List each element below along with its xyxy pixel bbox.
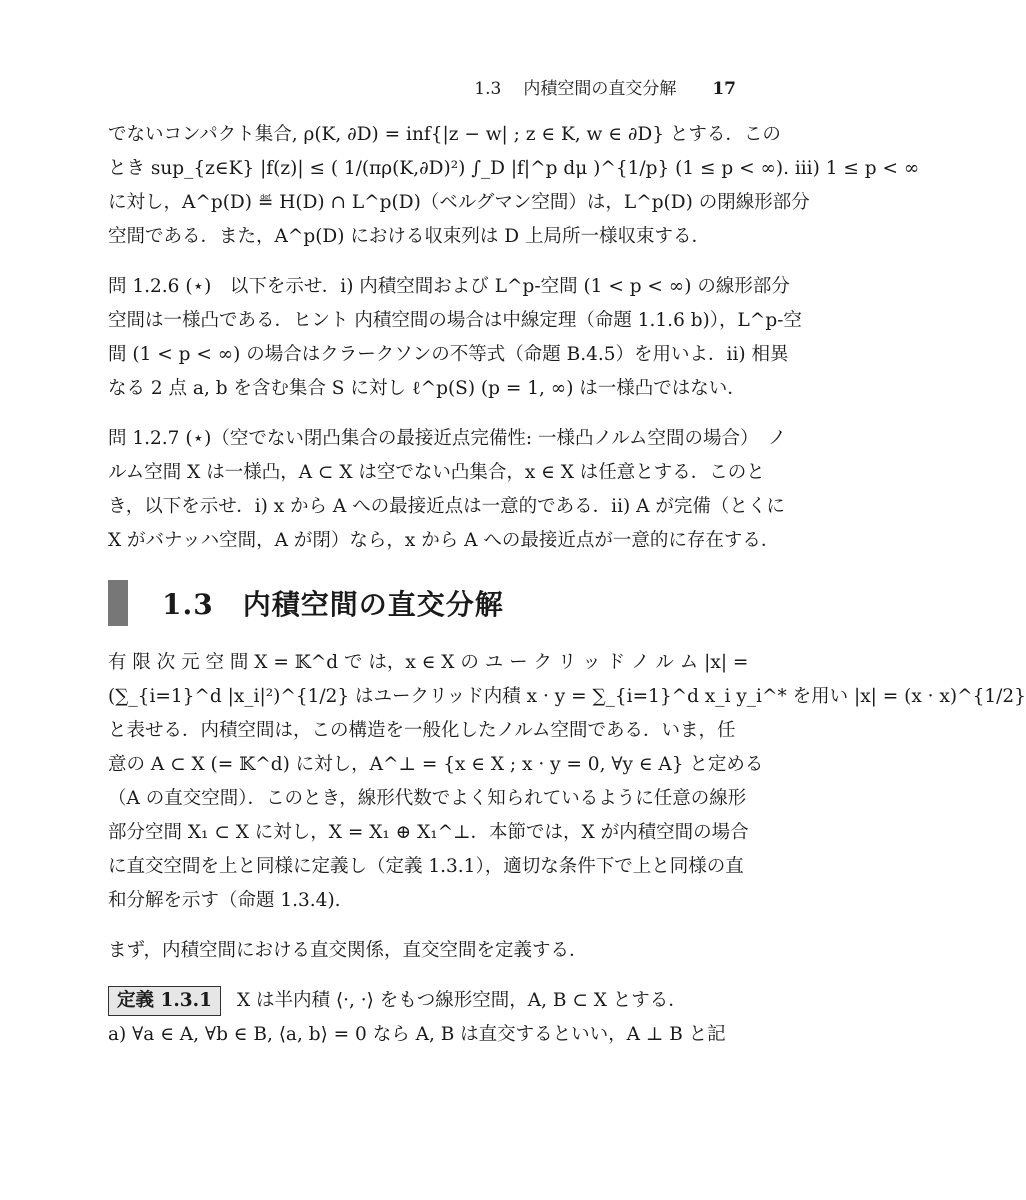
section-title: 1.3 内積空間の直交分解 [162, 588, 504, 621]
text-line: なる 2 点 a, b を含む集合 S に対し ℓ^p(S) (p = 1, ∞) は一様凸ではない． [108, 378, 746, 399]
text-line: に対し，A^p(D) ≝ H(D) ∩ L^p(D)（ベルグマン空間）は，L^p(D) の閉線形部分 [108, 192, 810, 213]
section-body [108, 646, 1026, 1052]
definition-line [108, 984, 740, 1018]
text-line: でないコンパクト集合, ρ(K, ∂D) = inf{|z − w| ; z ∈ K, w ∈ ∂D} とする．この [108, 124, 781, 145]
text-line: （A の直交空間）．このとき，線形代数でよく知られているように任意の線形 [108, 788, 747, 809]
text-line: 有 限 次 元 空 間 X = 𝕂^d で は，x ∈ X の ユ ー ク リ ッ ド ノ ル ム |x| = [108, 652, 749, 673]
text-line: と表せる．内積空間は，この構造を一般化したノルム空間である．いま，任 [108, 720, 736, 741]
problem-1-2-6 [108, 270, 802, 406]
text-line: 和分解を示す（命題 1.3.4). [108, 890, 341, 911]
closing-paragraph [108, 934, 740, 968]
definition-item-a: a) ∀a ∈ A, ∀b ∈ B, ⟨a, b⟩ = 0 なら A, B は直交するといい，A ⊥ B と記 [108, 1024, 726, 1045]
section-marker-bar [108, 580, 128, 626]
running-header [474, 74, 736, 99]
text-line: まず，内積空間における直交関係，直交空間を定義する． [108, 940, 588, 961]
text-body [108, 118, 920, 574]
text-line: X がバナッハ空間，A が閉）なら，x から A への最接近点が一意的に存在する． [108, 530, 780, 551]
intro-paragraph [108, 118, 920, 254]
text-line: に直交空間を上と同様に定義し（定義 1.3.1），適切な条件下で上と同様の直 [108, 856, 744, 877]
header-title: 内積空間の直交分解 [523, 79, 677, 99]
text-line: 空間は一様凸である．ヒント 内積空間の場合は中線定理（命題 1.1.6 b)），L^p-空 [108, 310, 802, 331]
text-line: 問 1.2.6 (⋆) 以下を示せ．i) 内積空間および L^p-空間 (1 < p < ∞) の線形部分 [108, 276, 790, 297]
text-line: き，以下を示せ．i) x から A への最接近点は一意的である．ii) A が完備（とくに [108, 496, 785, 517]
text-line: 空間である．また，A^p(D) における収束列は D 上局所一様収束する． [108, 226, 710, 247]
text-line: 意の A ⊂ X (= 𝕂^d) に対し，A^⊥ = {x ∈ X ; x · y = 0, ∀y ∈ A} と定める [108, 754, 764, 775]
text-line: ルム空間 X は一様凸，A ⊂ X は空でない凸集合，x ∈ X は任意とする．このと [108, 462, 765, 483]
text-line: 間 (1 < p < ∞) の場合はクラークソンの不等式（命題 B.4.5）を用いよ．ii) 相異 [108, 344, 789, 365]
page-number: 17 [712, 79, 736, 99]
definition-text: X は半内積 ⟨·, ·⟩ をもつ線形空間，A, B ⊂ X とする． [236, 990, 687, 1011]
text-line: 部分空間 X₁ ⊂ X に対し，X = X₁ ⊕ X₁^⊥．本節では，X が内積空間の場合 [108, 822, 749, 843]
problem-1-2-7 [108, 422, 787, 558]
text-line: とき sup_{z∈K} |f(z)| ≤ ( 1/(πρ(K,∂D)²) ∫_D |f|^p dμ )^{1/p} (1 ≤ p < ∞). iii) 1 ≤ p < ∞ [108, 158, 920, 179]
section-paragraph [108, 646, 1026, 918]
definition-1-3-1 [108, 984, 740, 1052]
definition-label: 定義 1.3.1 [108, 986, 221, 1016]
header-section-number: 1.3 [474, 79, 502, 99]
section-heading [108, 580, 740, 626]
text-line: 問 1.2.7 (⋆)（空でない閉凸集合の最接近点完備性: 一様凸ノルム空間の場合） ノ [108, 428, 787, 449]
text-line: (∑_{i=1}^d |x_i|²)^{1/2} はユークリッド内積 x · y = ∑_{i=1}^d x_i y_i^* を用い |x| = (x · x)^{1/2} [108, 686, 1026, 707]
